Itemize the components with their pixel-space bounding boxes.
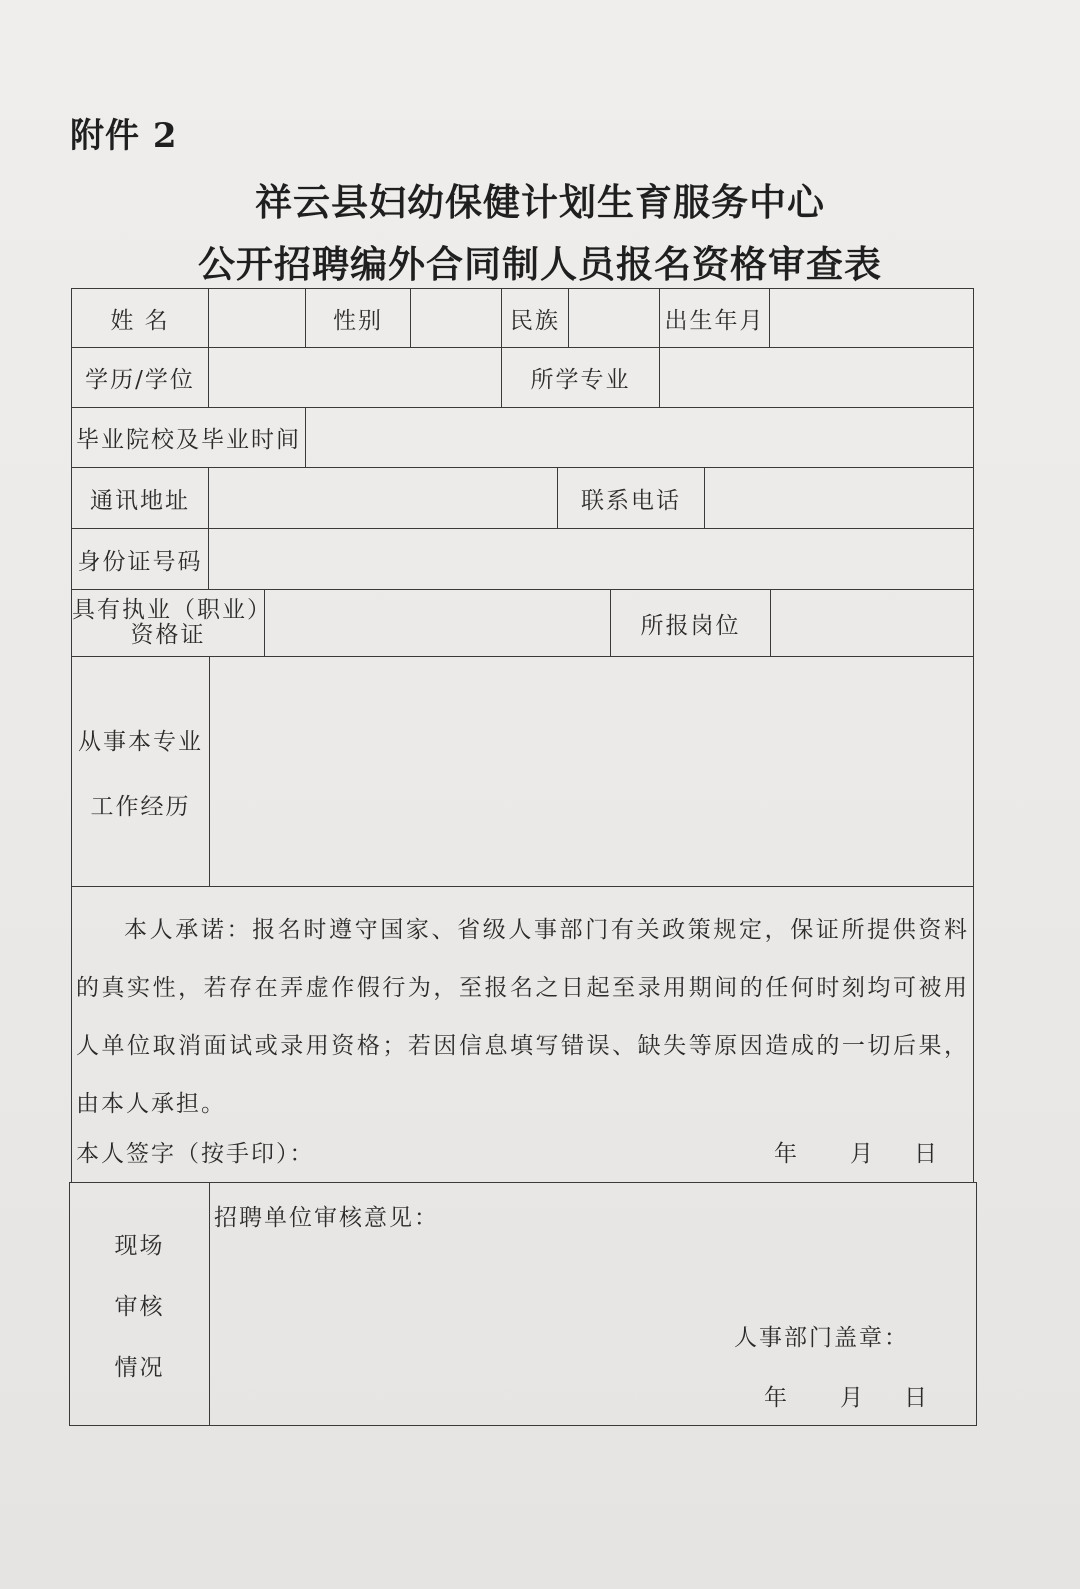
pledge-text: 本人承诺：报名时遵守国家、省级人事部门有关政策规定，保证所提供资料的真实性，若存在弄虚作假行为，至报名之日起至录用期间的任何时刻均可被用人单位取消面试或录用资格；若因信息填写错误、缺失等原因造成的一切后果，由本人承担。 [76,917,969,1117]
registration-form-table [71,288,974,1444]
address-field[interactable] [208,467,558,529]
id-field[interactable] [208,528,974,590]
cert-label [71,589,272,657]
address-label: 通讯地址 [71,467,209,529]
gender-field[interactable] [410,288,502,348]
gender-label: 性别 [305,288,411,348]
review-opinion-box[interactable] [209,1182,977,1426]
cert-field[interactable] [264,589,611,657]
review-label-line3: 情况 [114,1354,165,1381]
phone-label: 联系电话 [557,467,705,529]
review-day: 日 [904,1385,927,1411]
work-label-line2: 工作经历 [90,793,191,820]
cert-label-line2: 资格证 [130,622,206,648]
onsite-review-label [69,1182,210,1426]
cert-label-line1: 具有执业（职业） [72,596,272,623]
work-experience-label [71,656,210,887]
birth-label: 出生年月 [659,288,770,348]
position-field[interactable] [770,589,974,657]
pledge-date [774,1135,954,1165]
form-title-line1: 祥云县妇幼保健计划生育服务中心 [255,180,825,224]
review-label-line2: 审核 [114,1293,165,1320]
school-field[interactable] [305,407,974,468]
attachment-label: 附件 2 [70,116,178,156]
position-label: 所报岗位 [610,589,771,657]
work-label-line1: 从事本专业 [78,728,203,755]
review-opinion-label: 招聘单位审核意见： [214,1205,439,1231]
stamp-label: 人事部门盖章： [734,1325,909,1351]
major-label: 所学专业 [501,347,660,408]
signature-label: 本人签字（按手印）： [76,1141,315,1167]
review-year: 年 [764,1385,787,1411]
pledge-day: 日 [914,1141,937,1167]
form-title-line2: 公开招聘编外合同制人员报名资格审查表 [198,242,882,286]
pledge-month: 月 [850,1141,873,1167]
pledge-section [71,886,974,1183]
name-field[interactable] [208,288,306,348]
birth-field[interactable] [769,288,974,348]
review-month: 月 [840,1385,863,1411]
review-label-line1: 现场 [114,1232,165,1259]
pledge-year: 年 [774,1141,797,1167]
ethnicity-field[interactable] [568,288,660,348]
school-label: 毕业院校及毕业时间 [71,407,306,468]
id-label: 身份证号码 [71,528,209,590]
education-label: 学历/学位 [71,347,209,408]
education-field[interactable] [208,347,502,408]
signature-row [76,1135,973,1169]
name-label: 姓 名 [71,288,209,348]
ethnicity-label: 民族 [501,288,569,348]
major-field[interactable] [659,347,974,408]
phone-field[interactable] [704,467,974,529]
work-experience-field[interactable] [209,656,974,887]
review-date [764,1379,944,1409]
